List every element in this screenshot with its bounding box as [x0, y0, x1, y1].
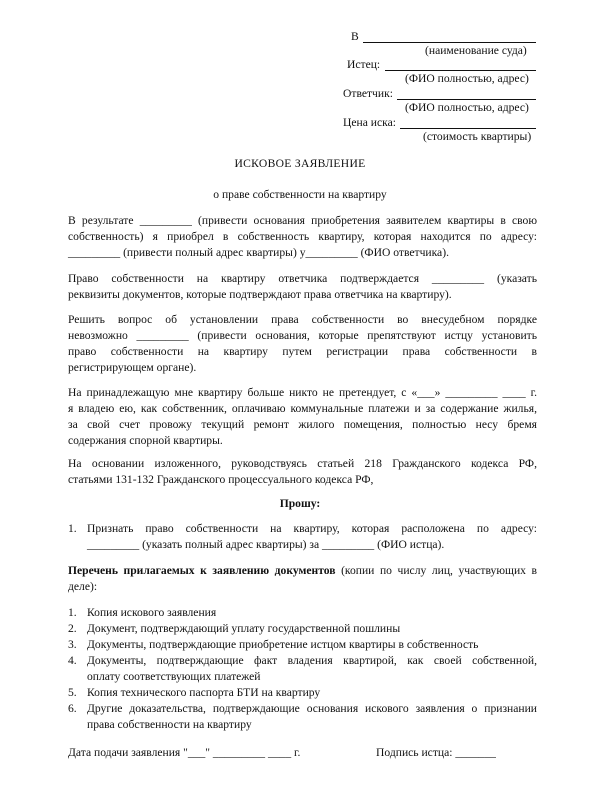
defendant-label: Ответчик:	[343, 87, 393, 100]
list-item-continuation: оплату соответствующих платежей	[87, 670, 261, 683]
request-item-line: Признать право собственности на квартиру, которая расположена по адресу:	[87, 522, 537, 535]
price-caption: (стоимость квартиры)	[423, 130, 532, 143]
filing-date: Дата подачи заявления "___" _________ ____ г.	[68, 746, 301, 759]
plaintiff-signature: Подпись истца: _______	[376, 746, 496, 759]
plaintiff-caption: (ФИО полностью, адрес)	[405, 72, 529, 85]
price-line	[400, 128, 536, 129]
list-item: Копия технического паспорта БТИ на квартиру	[87, 686, 321, 699]
paragraph-line: содержания спорной квартиры.	[68, 434, 223, 447]
paragraph-line: На основании изложенного, руководствуясь статьей 218 Гражданского кодекса РФ,	[68, 457, 537, 470]
plaintiff-label: Истец:	[347, 58, 381, 71]
request-item-number: 1.	[68, 522, 77, 535]
request-heading: Прошу:	[279, 497, 321, 510]
list-item: Документы, подтверждающие приобретение истцом квартиры в собственность	[87, 638, 479, 651]
list-item-continuation: права собственности на квартиру	[87, 718, 252, 731]
list-item-number: 4.	[68, 654, 77, 667]
paragraph-line: Решить вопрос об установлении права собственности во внесудебном порядке	[68, 313, 537, 326]
court-caption: (наименование суда)	[425, 44, 527, 57]
court-prefix: В	[351, 30, 359, 43]
plaintiff-line	[385, 70, 536, 71]
defendant-caption: (ФИО полностью, адрес)	[405, 101, 529, 114]
paragraph-line: На принадлежащую мне квартиру больше никто не претендует, с «___» _________ ____ г.	[68, 386, 537, 399]
price-label: Цена иска:	[343, 116, 396, 129]
paragraph-line: регистрирующем органе).	[68, 361, 197, 374]
paragraph-line: собственность) я приобрел в собственность квартиру, которая находится по адресу:	[68, 230, 537, 243]
paragraph-line: невозможно _________ (привести основания, которые препятствуют истцу установить	[68, 329, 537, 342]
paragraph-line: Право собственности на квартиру ответчика подтверждается _________ (указать	[68, 272, 537, 285]
court-line	[363, 42, 536, 43]
attachments-heading-rest: (копии по числу лиц, участвующих в	[335, 564, 537, 577]
list-item-number: 3.	[68, 638, 77, 651]
list-item: Копия искового заявления	[87, 606, 217, 619]
list-item-number: 1.	[68, 606, 77, 619]
document-title: ИСКОВОЕ ЗАЯВЛЕНИЕ	[234, 157, 366, 170]
paragraph-line: реквизиты документов, которые подтверждают права ответчика на квартиру).	[68, 288, 452, 301]
list-item: Документы, подтверждающие факт владения квартирой, как своей собственной,	[87, 654, 537, 667]
paragraph-line: я владею ею, как собственник, оплачиваю коммунальные платежи и за содержание жилья,	[68, 402, 537, 415]
attachments-heading-line2: деле):	[68, 580, 98, 593]
paragraph-line: В результате _________ (привести основания приобретения заявителем квартиры в свою	[68, 214, 537, 227]
list-item: Другие доказательства, подтверждающие основания искового заявления о признании	[87, 702, 537, 715]
list-item-number: 2.	[68, 622, 77, 635]
list-item-number: 6.	[68, 702, 77, 715]
paragraph-line: право собственности на квартиру путем регистрации права собственности в	[68, 345, 537, 358]
paragraph-line: _________ (привести полный адрес квартиры) у_________ (ФИО ответчика).	[68, 246, 449, 259]
paragraph-line: за свой счет провожу текущий ремонт жилого помещения, полностью несу бремя	[68, 418, 537, 431]
list-item: Документ, подтверждающий уплату государственной пошлины	[87, 622, 401, 635]
list-item-number: 5.	[68, 686, 77, 699]
document-subtitle: о праве собственности на квартиру	[213, 188, 387, 201]
paragraph-line: статьями 131-132 Гражданского процессуального кодекса РФ,	[68, 473, 374, 486]
defendant-line	[397, 99, 536, 100]
attachments-heading-line	[68, 564, 537, 577]
attachments-heading-bold: Перечень прилагаемых к заявлению документов	[68, 564, 336, 577]
request-item-line: _________ (указать полный адрес квартиры) за _________ (ФИО истца).	[87, 538, 445, 551]
